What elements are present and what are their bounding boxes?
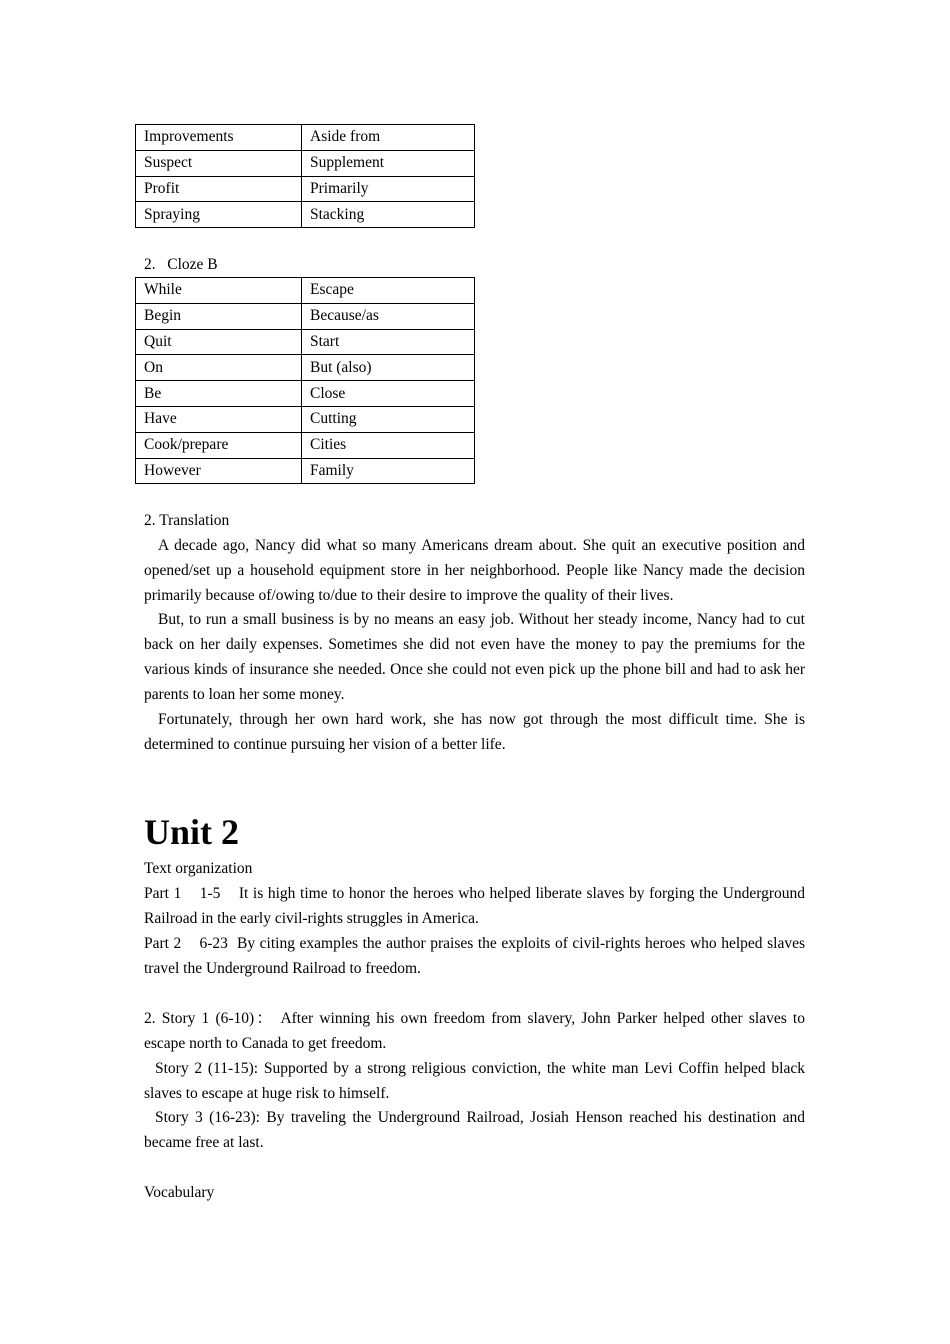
table-cell: Improvements (136, 125, 302, 151)
table-cell: Have (136, 406, 302, 432)
table-cell: Close (302, 381, 475, 407)
table-cell: Aside from (302, 125, 475, 151)
story-2-summary: Story 2 (11-15): Supported by a strong religious conviction, the white man Levi Coffin helped black slaves to escape at huge risk to himself. (144, 1060, 805, 1102)
table-row (136, 202, 475, 228)
table-cell: Spraying (136, 202, 302, 228)
table-row (136, 432, 475, 458)
table-cell: Profit (136, 176, 302, 202)
part-2-summary: Part 2 6-23 By citing examples the author praises the exploits of civil-rights heroes who helped slaves travel the Underground Railroad to freedom. (144, 935, 805, 977)
table-row (136, 381, 475, 407)
table-cell: Stacking (302, 202, 475, 228)
table-cell: Supplement (302, 150, 475, 176)
table-cell: Cutting (302, 406, 475, 432)
table-row (136, 355, 475, 381)
translation-heading: 2. Translation (144, 512, 230, 529)
table-cell: Quit (136, 329, 302, 355)
translation-paragraph-1: A decade ago, Nancy did what so many Americans dream about. She quit an executive position and opened/set up a household equipment store in her neighborhood. People like Nancy made the decision primarily because of/owing to/due to their desire to improve the quality of their lives. (144, 537, 805, 604)
unit-2-title: Unit 2 (144, 812, 240, 852)
translation-paragraph-3: Fortunately, through her own hard work, she has now got through the most difficult time. She is determined to continue pursuing her vision of a better life. (144, 711, 805, 753)
cloze-b-heading: 2. Cloze B (144, 256, 218, 273)
table-row (136, 278, 475, 304)
story-3-summary: Story 3 (16-23): By traveling the Underground Railroad, Josiah Henson reached his destination and became free at last. (144, 1109, 805, 1151)
story-1-summary: 2. Story 1 (6-10)： After winning his own freedom from slavery, John Parker helped other slaves to escape north to Canada to get freedom. (144, 1010, 805, 1052)
table-cell: Family (302, 458, 475, 484)
table-cell: But (also) (302, 355, 475, 381)
table-row (136, 303, 475, 329)
table-cell: Start (302, 329, 475, 355)
table-row (136, 150, 475, 176)
table-cell: However (136, 458, 302, 484)
table-cell: Cook/prepare (136, 432, 302, 458)
table-row (136, 125, 475, 151)
table-cell: Escape (302, 278, 475, 304)
table-cell: Cities (302, 432, 475, 458)
table-cell: Primarily (302, 176, 475, 202)
table-row (136, 176, 475, 202)
table-cell: On (136, 355, 302, 381)
table-row (136, 458, 475, 484)
translation-paragraph-2: But, to run a small business is by no means an easy job. Without her steady income, Nancy had to cut back on her daily expenses. Sometimes she did not even have the money to pay the premiums for the various kinds of insurance she needed. Once she could not even pick up the phone bill and had to ask her parents to loan her some money. (144, 611, 805, 703)
vocabulary-answer-table (135, 124, 475, 228)
text-organization-heading: Text organization (144, 860, 253, 877)
table-row (136, 329, 475, 355)
part-1-summary: Part 1 1-5 It is high time to honor the heroes who helped liberate slaves by forging the Underground Railroad in the early civil-rights struggles in America. (144, 885, 805, 927)
table-cell: While (136, 278, 302, 304)
cloze-b-answer-table (135, 277, 475, 484)
table-cell: Be (136, 381, 302, 407)
table-cell: Suspect (136, 150, 302, 176)
vocabulary-heading: Vocabulary (144, 1184, 215, 1201)
table-row (136, 406, 475, 432)
table-cell: Begin (136, 303, 302, 329)
table-cell: Because/as (302, 303, 475, 329)
